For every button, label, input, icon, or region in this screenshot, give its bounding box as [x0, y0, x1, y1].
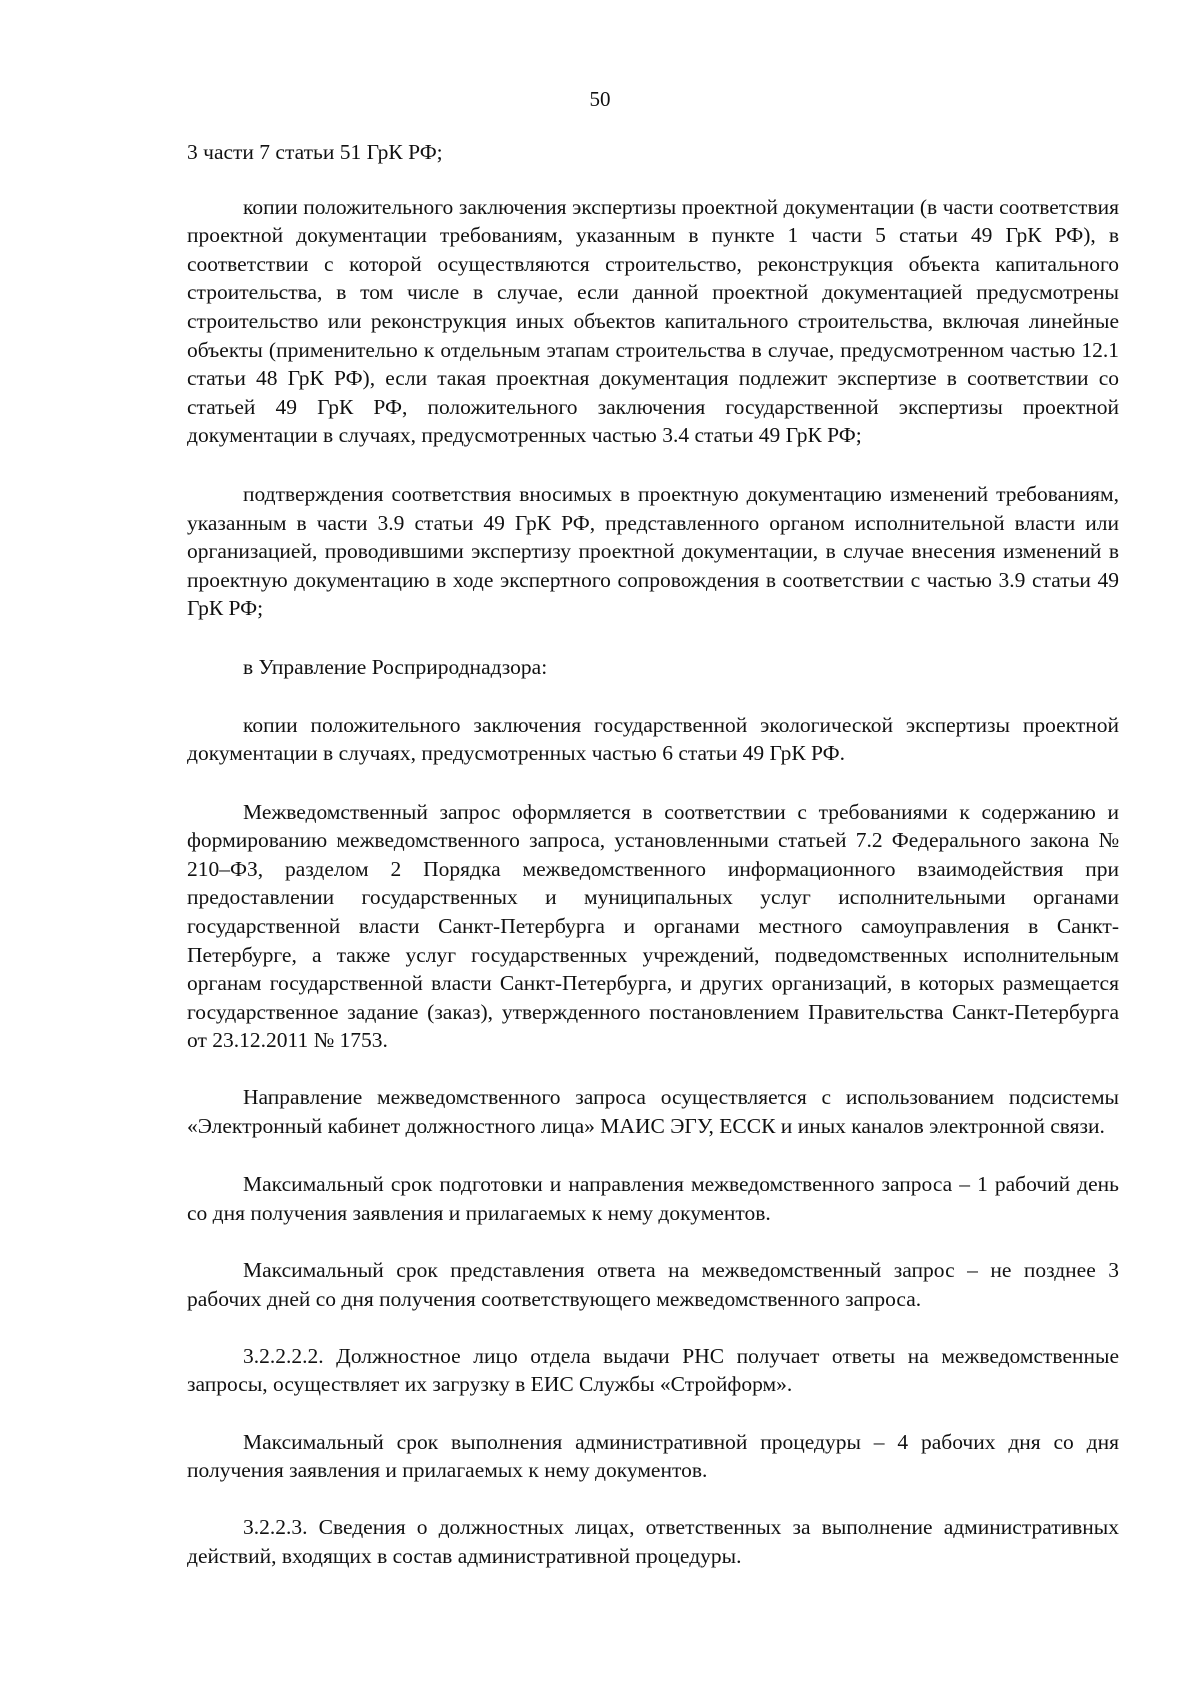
paragraph-section-3-2-2-2-2: 3.2.2.2.2. Должностное лицо отдела выдачи РНС получает ответы на межведомственные запросы, осуществляет их загрузку в ЕИС Службы «Стройформ». — [187, 1343, 1119, 1397]
paragraph-changes-confirmation: подтверждения соответствия вносимых в проектную документацию изменений требованиям, указанным в части 3.9 статьи 49 ГрК РФ, представленного органом исполнительной власти или организацией, проводившими экспертизу проектной документации, в случае внесения изменений в проектную документацию в ходе экспертного сопровождения в соответствии с частью 3.9 статьи 49 ГрК РФ; — [187, 481, 1119, 621]
document-body — [187, 138, 1119, 1570]
paragraph-interagency-request-form: Межведомственный запрос оформляется в соответствии с требованиями к содержанию и формированию межведомственного запроса, установленными статьей 7.2 Федерального закона № 210–ФЗ, разделом 2 Порядка межведомственного информационного взаимодействия при предоставлении государственных и муниципальных услуг исполнительными органами государственной власти Санкт-Петербурга и органами местного самоуправления в Санкт-Петербурге, а также услуг государственных учреждений, подведомственных исполнительным органам государственной власти Санкт-Петербурга, и других организаций, в которых размещается государственное задание (заказ), утвержденного постановлением Правительства Санкт-Петербурга от 23.12.2011 № 1753. — [187, 799, 1119, 1053]
paragraph-procedure-term: Максимальный срок выполнения административной процедуры – 4 рабочих дня со дня получения заявления и прилагаемых к нему документов. — [187, 1429, 1119, 1483]
paragraph-rosprirodnadzor-heading: в Управление Росприроднадзора: — [243, 654, 548, 679]
paragraph-request-preparation-term: Максимальный срок подготовки и направления межведомственного запроса – 1 рабочий день со дня получения заявления и прилагаемых к нему документов. — [187, 1172, 1119, 1225]
paragraph-ecological-expertise: копии положительного заключения государственной экологической экспертизы проектной документации в случаях, предусмотренных частью 6 статьи 49 ГрК РФ. — [187, 712, 1119, 766]
paragraph-section-3-2-2-3: 3.2.2.3. Сведения о должностных лицах, ответственных за выполнение административных действий, входящих в состав административной процедуры. — [187, 1514, 1119, 1568]
paragraph-request-channels: Направление межведомственного запроса осуществляется с использованием подсистемы «Электронный кабинет должностного лица» МАИС ЭГУ, ЕССК и иных каналов электронной связи. — [187, 1085, 1119, 1138]
paragraph-expertise-copies: копии положительного заключения экспертизы проектной документации (в части соответствия проектной документации требованиям, указанным в пункте 1 части 5 статьи 49 ГрК РФ), в соответствии с которой осуществляются строительство, реконструкция объекта капитального строительства, в том числе в случае, если данной проектной документацией предусмотрены строительство или реконструкция иных объектов капитального строительства, включая линейные объекты (применительно к отдельным этапам строительства в случае, предусмотренном частью 12.1 статьи 48 ГрК РФ), если такая проектная документация подлежит экспертизе в соответствии со статьей 49 ГрК РФ, положительного заключения государственной экспертизы проектной документации в случаях, предусмотренных частью 3.4 статьи 49 ГрК РФ; — [187, 194, 1119, 448]
paragraph-response-term: Максимальный срок представления ответа на межведомственный запрос – не позднее 3 рабочих дней со дня получения соответствующего межведомственного запроса. — [187, 1258, 1119, 1311]
page-number: 50 — [589, 87, 611, 111]
paragraph-continuation: 3 части 7 статьи 51 ГрК РФ; — [187, 140, 443, 164]
